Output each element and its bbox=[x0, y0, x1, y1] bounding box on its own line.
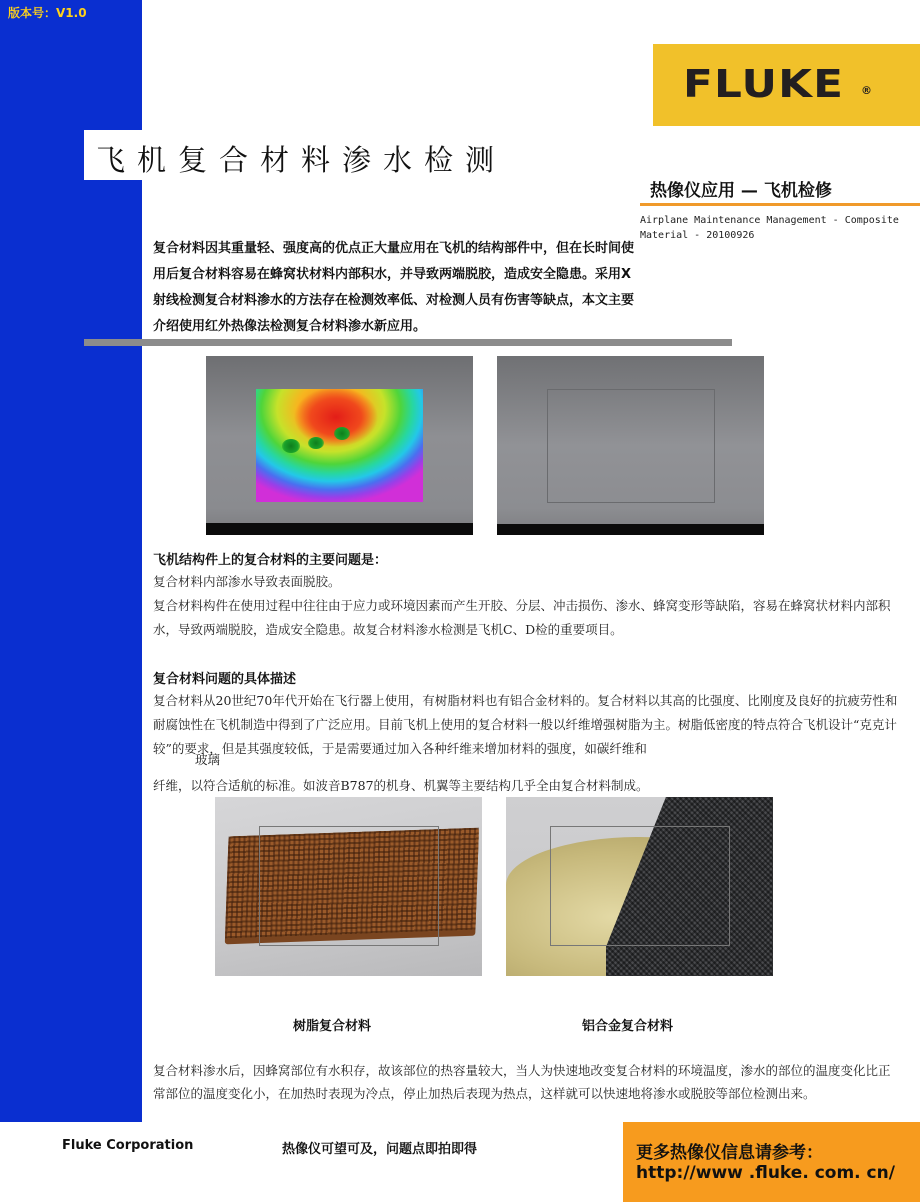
registered-mark: ® bbox=[861, 84, 872, 97]
footer-company: Fluke Corporation bbox=[62, 1138, 194, 1153]
body-paragraph: 复合材料构件在使用过程中往往由于应力或环境因素而产生开胶、分层、冲击损伤、渗水、蜂窝变形等缺陷，容易在蜂窝状材料内部积水，导致两端脱胶，造成安全隐患。故复合材料渗水检测是飞机C、D检的重要项目。 bbox=[153, 598, 891, 637]
body-paragraph-tail: 玻璃 bbox=[195, 752, 221, 767]
page-subtitle: 热像仪应用 — 飞机检修 bbox=[650, 181, 832, 201]
cold-spot bbox=[282, 439, 300, 453]
ir-fov-frame bbox=[550, 826, 730, 946]
body-paragraph: 复合材料内部渗水导致表面脱胶。 bbox=[153, 574, 341, 589]
english-title: Airplane Maintenance Management - Composite Material - 20100926 bbox=[640, 215, 899, 241]
body-paragraph: 纤维，以符合适航的标准。如波音B787的机身、机翼等主要结构几乎全由复合材料制成。 bbox=[153, 778, 649, 793]
resin-composite-photo bbox=[215, 797, 482, 976]
cold-spot bbox=[308, 437, 324, 449]
body-paragraph: 复合材料从20世纪70年代开始在飞行器上使用，有树脂材料也有铝合金材料的。复合材料以其高的比强度、比刚度及良好的抗疲劳性和耐腐蚀性在飞机制造中得到了广泛应用。目前飞机上使用的复合材料一般以纤维增强树脂为主。树脂低密度的特点符合飞机设计“克克计较”的要求，但是其强度较低，于是需要通过加入各种纤维来增加材料的强度，如碳纤维和 bbox=[153, 693, 898, 756]
thermal-heatmap bbox=[256, 389, 423, 502]
logo-text: FLUKE bbox=[683, 62, 845, 106]
ir-fov-frame bbox=[259, 826, 439, 946]
title-block bbox=[84, 130, 554, 180]
body-paragraph: 复合材料渗水后，因蜂窝部位有水积存，故该部位的热容量较大，当人为快速地改变复合材料的环境温度，渗水的部位的温度变化比正常部位的温度变化小，在加热时表现为冷点，停止加热后表现为热点，这样就可以快速地将渗水或脱胶等部位检测出来。 bbox=[153, 1063, 891, 1101]
image-bottom-band bbox=[497, 524, 764, 535]
page-title: 飞机复合材料渗水检测 bbox=[96, 143, 507, 177]
footer-info-box bbox=[623, 1122, 920, 1202]
resin-caption: 树脂复合材料 bbox=[293, 1019, 372, 1034]
ir-fov-frame bbox=[547, 389, 715, 503]
fluke-logo bbox=[653, 44, 920, 126]
section-heading: 飞机结构件上的复合材料的主要问题是： bbox=[153, 553, 388, 568]
version-label: 版本号：V1.0 bbox=[8, 6, 87, 20]
thermal-image bbox=[206, 356, 473, 535]
visible-light-image bbox=[497, 356, 764, 535]
section-heading: 复合材料问题的具体描述 bbox=[153, 672, 297, 687]
section-divider bbox=[84, 339, 732, 346]
intro-paragraph: 复合材料因其重量轻、强度高的优点正大量应用在飞机的结构部件中，但在长时间使用后复合材料容易在蜂窝状材料内部积水，并导致两端脱胶，造成安全隐患。采用X射线检测复合材料渗水的方法存在检测效率低、对检测人员有伤害等缺点，本文主要介绍使用红外热像法检测复合材料渗水新应用。 bbox=[153, 241, 635, 334]
footer-url-link[interactable]: http://www .fluke. com. cn/ bbox=[636, 1163, 895, 1183]
image-bottom-band bbox=[206, 523, 473, 535]
footer-more-info: 更多热像仪信息请参考： bbox=[636, 1143, 823, 1163]
aluminum-caption: 铝合金复合材料 bbox=[582, 1019, 674, 1034]
cold-spot bbox=[334, 427, 350, 440]
subtitle-divider bbox=[640, 203, 920, 206]
footer-slogan: 热像仪可望可及，问题点即拍即得 bbox=[282, 1142, 478, 1157]
aluminum-composite-photo bbox=[506, 797, 773, 976]
